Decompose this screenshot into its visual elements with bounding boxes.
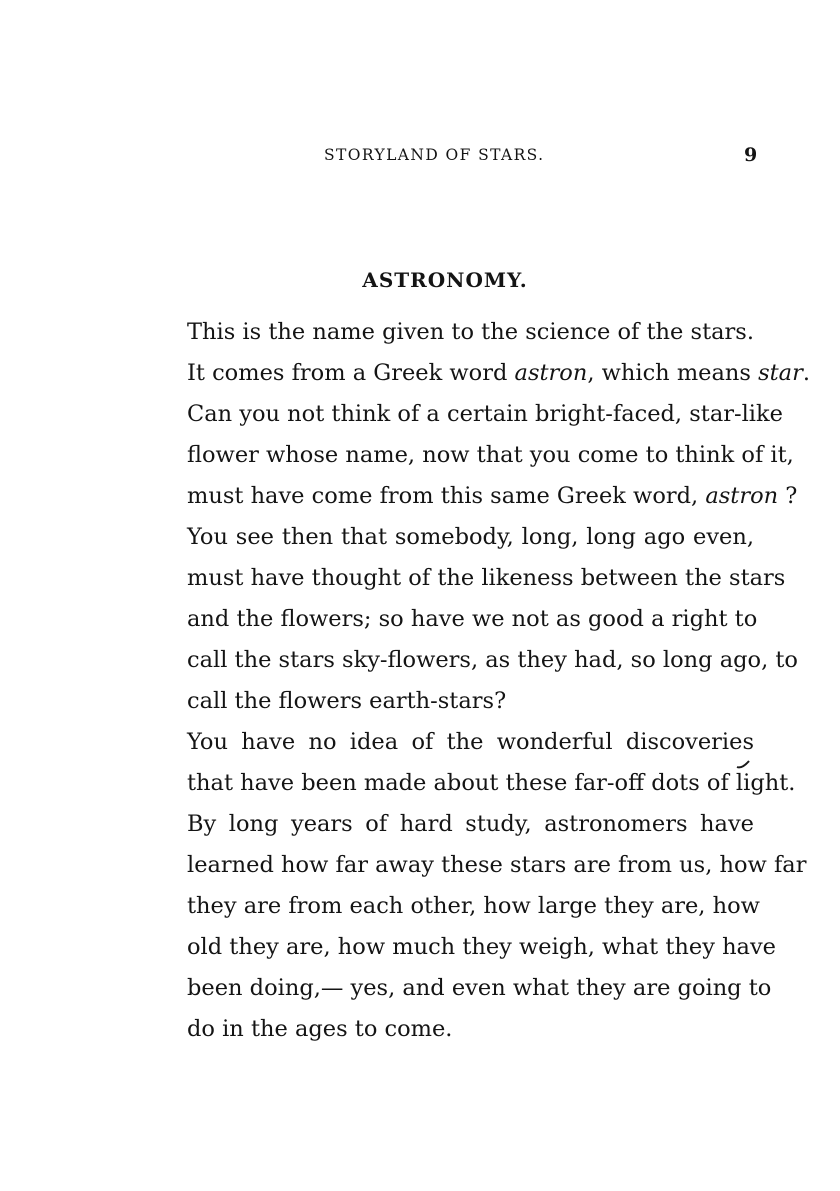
text-line: and the flowers; so have we not as good a right to [187,606,758,632]
text-line: learned how far away these stars are from us, how far [187,852,807,878]
text-line: flower whose name, now that you come to think of it, [187,442,794,468]
page-number: 9 [744,144,758,166]
paragraph-2 [132,517,798,722]
text-line: been doing,— yes, and even what they are going to [187,975,772,1001]
text-line: call the flowers earth-stars? [187,688,507,714]
text-line: You have no idea of the wonderful discoveries [187,729,754,755]
text-line: that have been made about these far-off dots of light. [187,770,796,796]
pencil-tick-mark [736,760,750,770]
paragraph-3 [132,722,796,804]
paragraph-4 [132,804,807,1050]
text-line: By long years of hard study, astronomers have [187,811,754,837]
text-line: This is the name given to the science of the stars. [187,319,754,345]
text-line: call the stars sky-flowers, as they had, so long ago, to [187,647,798,673]
text-line: Can you not think of a certain bright-faced, star-like [187,401,783,427]
text-line: they are from each other, how large they are, how [187,893,760,919]
paragraph-1 [132,312,810,517]
text-line: must have come from this same Greek word, astron ? [187,483,798,509]
body-text [132,312,810,1050]
section-heading: ASTRONOMY. [362,268,528,292]
text-line: You see then that somebody, long, long ago even, [187,524,754,550]
running-head-title: STORYLAND OF STARS. [324,146,545,164]
text-line: It comes from a Greek word astron, which means star. [187,360,810,386]
text-line: must have thought of the likeness between the stars [187,565,786,591]
text-line: do in the ages to come. [187,1016,453,1042]
text-line: old they are, how much they weigh, what they have [187,934,776,960]
